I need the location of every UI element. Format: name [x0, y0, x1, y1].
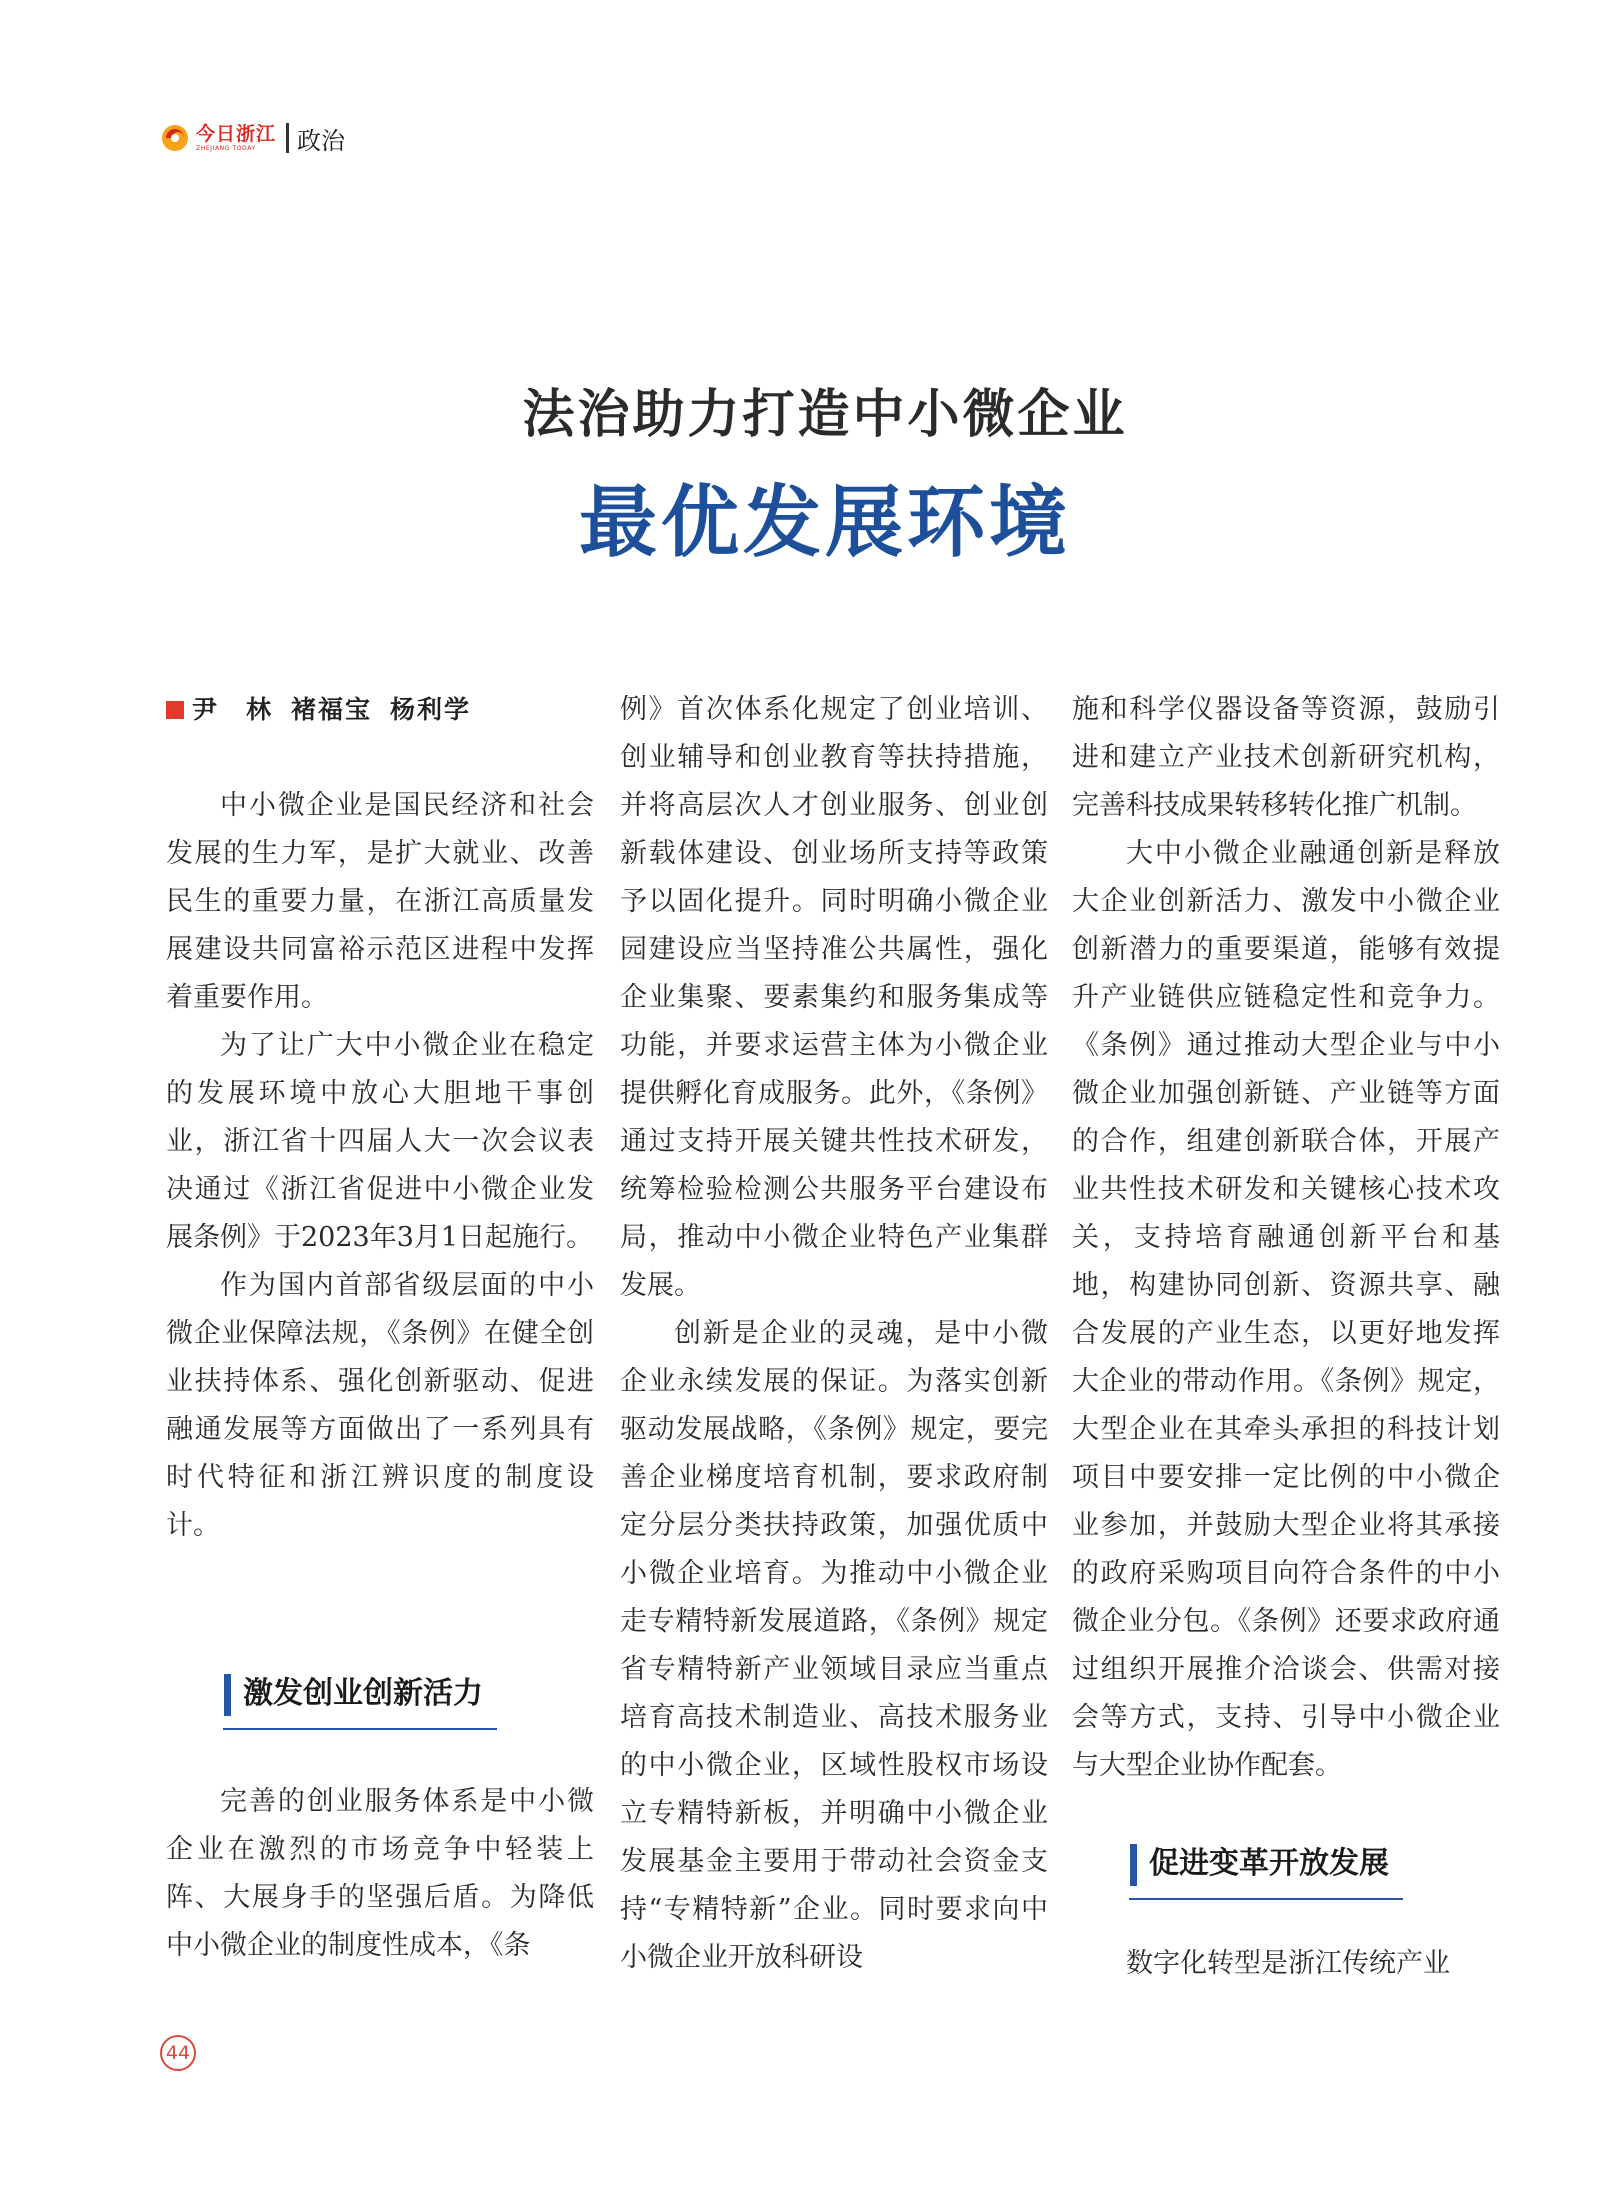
masthead-divider — [286, 123, 289, 153]
title-line-2: 最优发展环境 — [578, 478, 1071, 568]
subhead — [166, 1660, 594, 1730]
paragraph: 完善的创业服务体系是中小微企业在激烈的市场竞争中轻装上阵、大展身手的坚强后盾。为降低中小微企业的制度性成本，《条 — [166, 1786, 594, 1961]
byline-marker — [166, 701, 184, 719]
page-number: 44 — [160, 2035, 196, 2071]
author-name: 褚福宝 — [291, 695, 373, 724]
byline — [166, 686, 594, 734]
author-name: 尹 林 — [192, 695, 274, 724]
paragraph: 例》首次体系化规定了创业培训、创业辅导和创业教育等扶持措施，并将高层次人才创业服务、创业创新载体建设、创业场所支持等政策予以固化提升。同时明确小微企业园建设应当坚持准公共属性，强化企业集聚、要素集约和服务集成等功能，并要求运营主体为小微企业提供孵化育成服务。此外，《条例》通过支持开展关键共性技术研发，统筹检验检测公共服务平台建设布局，推动中小微企业特色产业集群发展。 — [620, 694, 1048, 1301]
logo-en: ZHEJIANG TODAY — [196, 144, 256, 152]
column-3 — [1072, 686, 1500, 1988]
subhead-text: 促进变革开放发展 — [1149, 1840, 1389, 1890]
paragraph: 中小微企业是国民经济和社会发展的生力军，是扩大就业、改善民生的重要力量，在浙江高质量发展建设共同富裕示范区进程中发挥着重要作用。 — [166, 790, 594, 1013]
logo-icon — [160, 123, 190, 153]
section-label: 政治 — [297, 126, 346, 155]
column-2 — [620, 686, 1048, 1982]
logo — [196, 122, 277, 152]
subhead-bar — [224, 1674, 231, 1716]
title-line-1: 法治助力打造中小微企业 — [522, 384, 1128, 445]
subhead — [1072, 1830, 1500, 1900]
paragraph: 数字化转型是浙江传统产业 — [1126, 1948, 1450, 1979]
logo-cn: 今日浙江 — [196, 122, 277, 145]
paragraph: 作为国内首部省级层面的中小微企业保障法规，《条例》在健全创业扶持体系、强化创新驱动、促进融通发展等方面做出了一系列具有时代特征和浙江辨识度的制度设计。 — [166, 1270, 594, 1541]
column-1 — [166, 686, 594, 1970]
author-name: 杨利学 — [390, 695, 472, 724]
subhead-bar — [1130, 1844, 1137, 1886]
paragraph: 创新是企业的灵魂，是中小微企业永续发展的保证。为落实创新驱动发展战略，《条例》规定，要完善企业梯度培育机制，要求政府制定分层分类扶持政策，加强优质中小微企业培育。为推动中小微企业走专精特新发展道路，《条例》规定省专精特新产业领域目录应当重点培育高技术制造业、高技术服务业的中小微企业，区域性股权市场设立专精特新板，并明确中小微企业发展基金主要用于带动社会资金支持“专精特新”企业。同时要求向中小微企业开放科研设 — [620, 1318, 1048, 1973]
paragraph: 施和科学仪器设备等资源，鼓励引进和建立产业技术创新研究机构，完善科技成果转移转化推广机制。 — [1072, 694, 1500, 821]
paragraph: 为了让广大中小微企业在稳定的发展环境中放心大胆地干事创业，浙江省十四届人大一次会议表决通过《浙江省促进中小微企业发展条例》于2023年3月1日起施行。 — [166, 1030, 594, 1253]
subhead-text: 激发创业创新活力 — [243, 1670, 483, 1720]
paragraph: 大中小微企业融通创新是释放大企业创新活力、激发中小微企业创新潜力的重要渠道，能够有效提升产业链供应链稳定性和竞争力。《条例》通过推动大型企业与中小微企业加强创新链、产业链等方面的合作，组建创新联合体，开展产业共性技术研发和关键核心技术攻关，支持培育融通创新平台和基地，构建协同创新、资源共享、融合发展的产业生态，以更好地发挥大企业的带动作用。《条例》规定，大型企业在其牵头承担的科技计划项目中要安排一定比例的中小微企业参加，并鼓励大型企业将其承接的政府采购项目向符合条件的中小微企业分包。《条例》还要求政府通过组织开展推介洽谈会、供需对接会等方式，支持、引导中小微企业与大型企业协作配套。 — [1072, 838, 1500, 1781]
masthead — [160, 118, 345, 158]
